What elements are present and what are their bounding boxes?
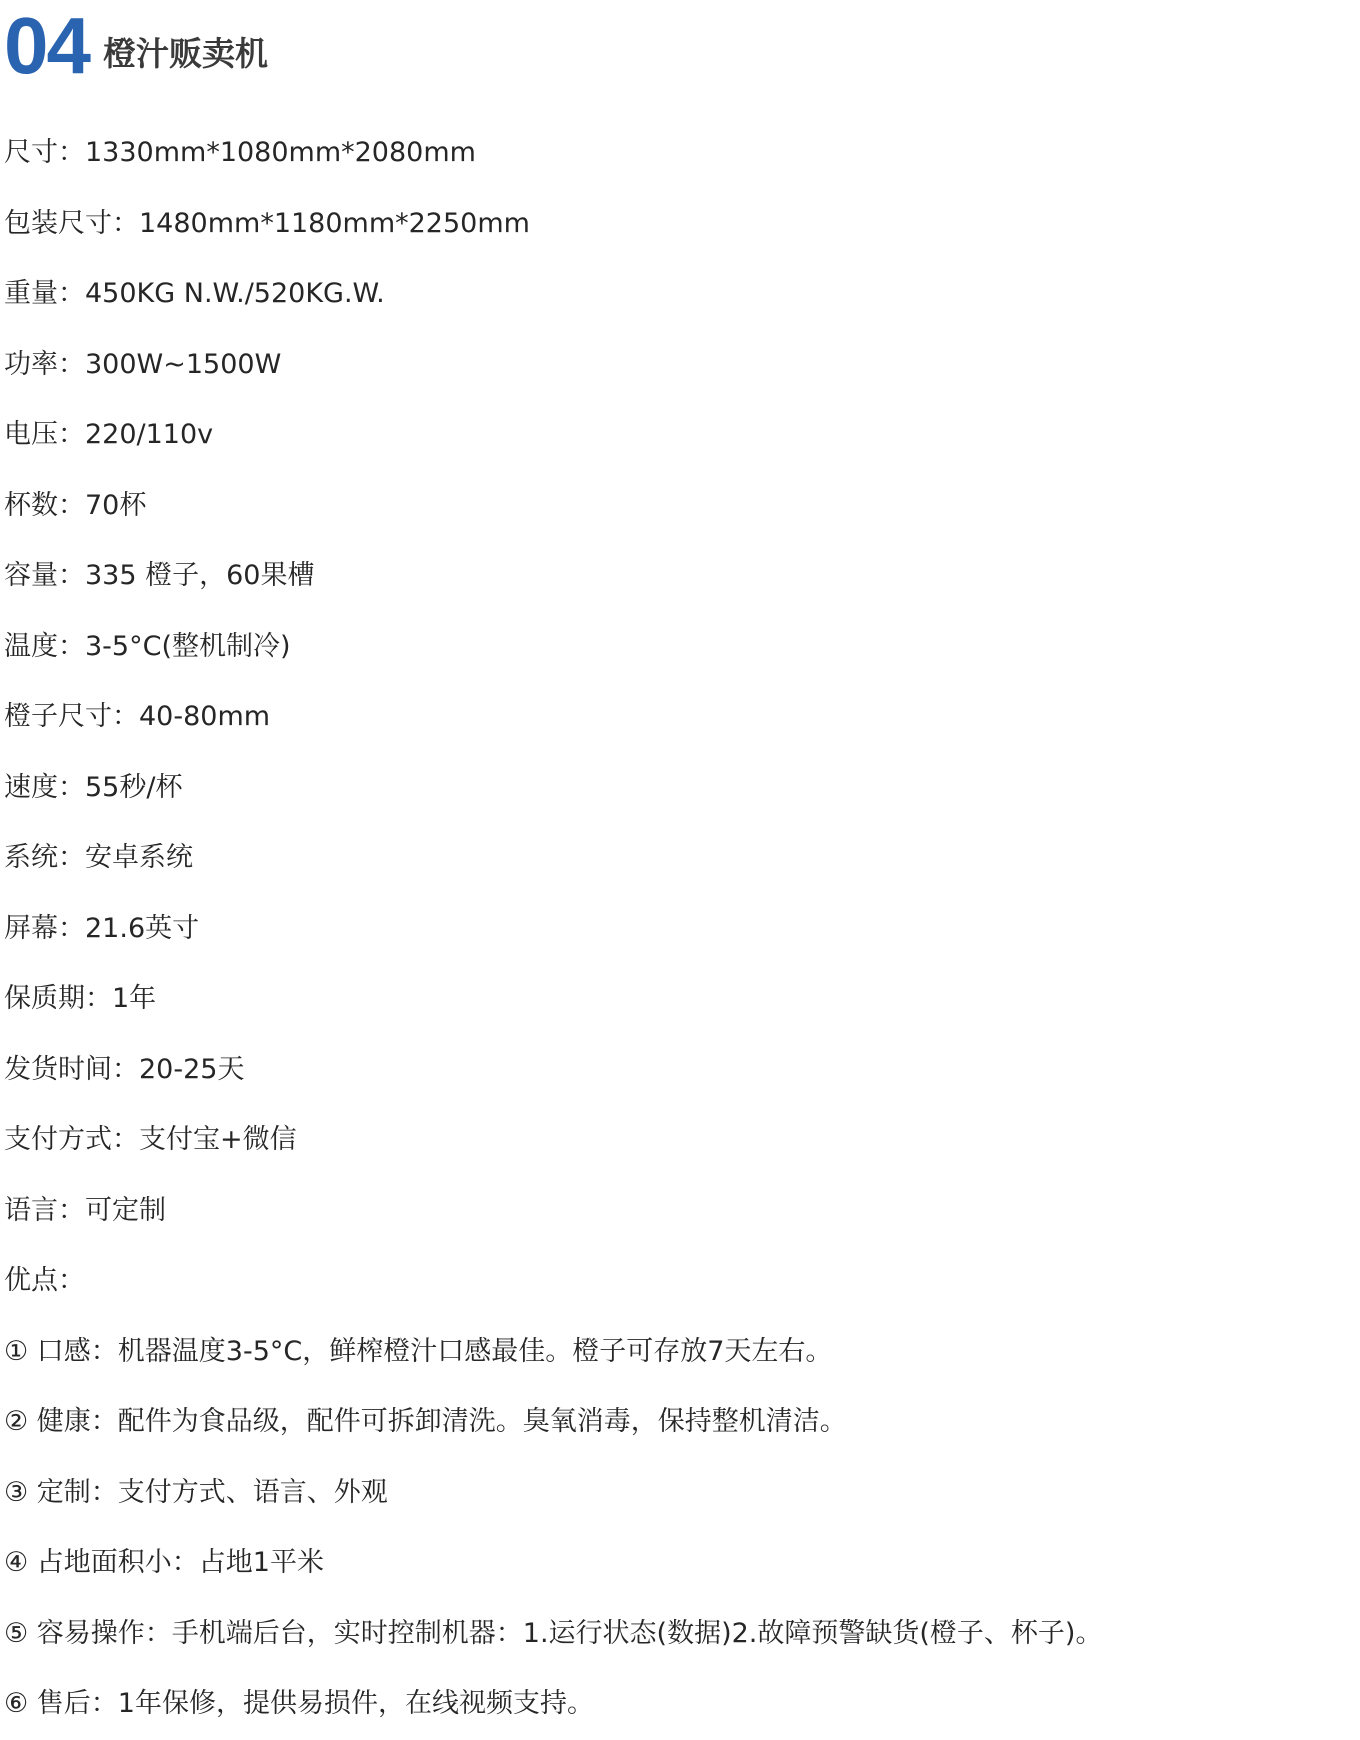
spec-size: 尺寸：1330mm*1080mm*2080mm <box>4 137 476 168</box>
spec-power: 功率：300W~1500W <box>4 348 282 380</box>
advantage-item: ② 健康：配件为食品级，配件可拆卸清洗。臭氧消毒，保持整机清洁。 <box>4 1406 847 1437</box>
spec-screen: 屏幕：21.6英寸 <box>4 912 200 944</box>
spec-list <box>4 118 1102 1740</box>
spec-system: 系统：安卓系统 <box>4 842 193 873</box>
spec-speed: 速度：55秒/杯 <box>4 771 183 803</box>
spec-temperature: 温度：3-5°C(整机制冷) <box>4 630 291 662</box>
spec-voltage: 电压：220/110v <box>4 419 214 450</box>
advantages-heading: 优点： <box>4 1265 85 1296</box>
spec-cups: 杯数：70杯 <box>4 489 147 521</box>
spec-package-size: 包装尺寸：1480mm*1180mm*2250mm <box>4 207 530 239</box>
spec-orange-size: 橙子尺寸：40-80mm <box>4 701 271 732</box>
section-number: 04 <box>4 1 89 90</box>
spec-weight: 重量：450KG N.W./520KG.W. <box>4 278 385 309</box>
section-title: 橙汁贩卖机 <box>102 34 268 73</box>
advantage-item: ③ 定制：支付方式、语言、外观 <box>4 1476 388 1508</box>
advantage-item: ① 口感：机器温度3-5°C，鲜榨橙汁口感最佳。橙子可存放7天左右。 <box>4 1335 833 1367</box>
advantage-item: ④ 占地面积小：占地1平米 <box>4 1547 324 1578</box>
spec-warranty: 保质期：1年 <box>4 983 157 1014</box>
spec-language: 语言：可定制 <box>4 1194 166 1226</box>
spec-capacity: 容量：335 橙子，60果槽 <box>4 560 315 591</box>
spec-payment: 支付方式：支付宝+微信 <box>4 1124 297 1155</box>
section-header <box>4 1 268 90</box>
advantage-item: ⑤ 容易操作：手机端后台，实时控制机器：1.运行状态(数据)2.故障预警缺货(橙子、杯子)。 <box>4 1617 1103 1649</box>
spec-delivery-time: 发货时间：20-25天 <box>4 1053 245 1085</box>
advantage-item: ⑥ 售后：1年保修，提供易损件，在线视频支持。 <box>4 1688 594 1719</box>
